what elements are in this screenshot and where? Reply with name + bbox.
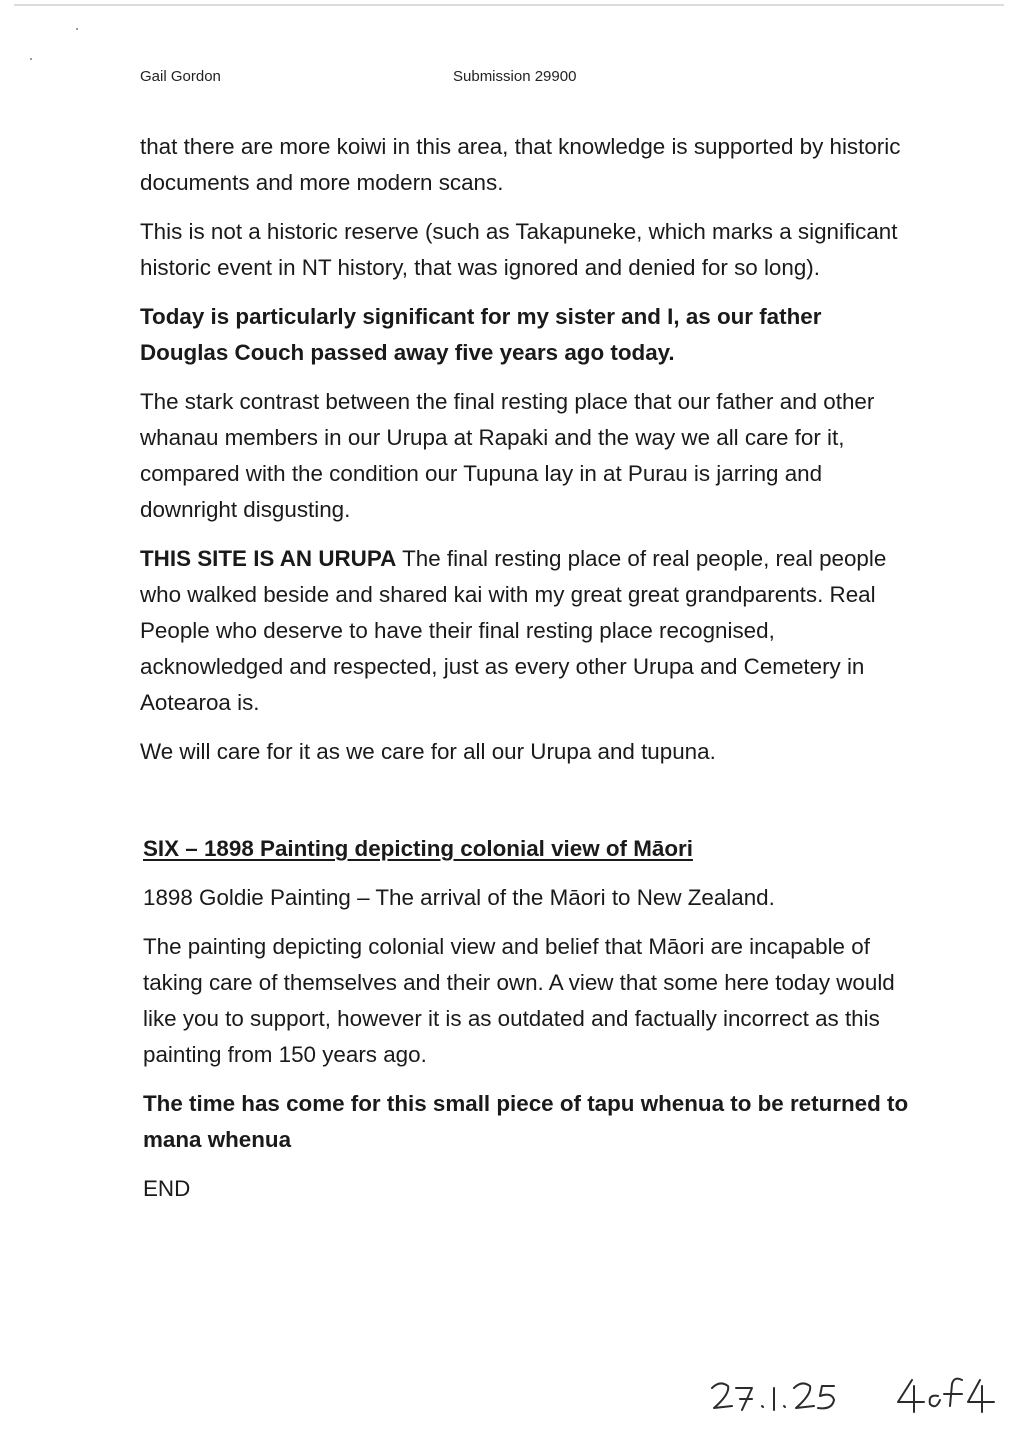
paragraph-historic-reserve: This is not a historic reserve (such as Takapuneke, which marks a significant historic event in NT history, that was ignored and denied for so long).	[140, 219, 898, 280]
handwritten-page-count	[890, 1366, 1000, 1422]
urupa-lead-text: THIS SITE IS AN URUPA	[140, 546, 397, 571]
header-submission-number: Submission 29900	[453, 68, 577, 85]
scan-top-edge	[14, 4, 1004, 6]
paragraph-stark-contrast: The stark contrast between the final resting place that our father and other whanau members in our Urupa at Rapaki and the way we all care for it, compared with the condition our Tupuna lay in at Purau is jarring and downright disgusting.	[140, 389, 875, 522]
scan-speck	[76, 28, 78, 30]
document-end-marker: END	[143, 1176, 191, 1201]
page-header	[140, 68, 900, 88]
paragraph-koiwi: that there are more koiwi in this area, that knowledge is supported by historic documents and more modern scans.	[140, 134, 901, 195]
scan-speck	[30, 58, 32, 60]
handwritten-date-strokes	[700, 1366, 840, 1422]
section-six-caption: 1898 Goldie Painting – The arrival of the Māori to New Zealand.	[143, 885, 775, 910]
paragraph-father-anniversary: Today is particularly significant for my sister and I, as our father Douglas Couch passed away five years ago today.	[140, 304, 822, 365]
handwritten-page-strokes	[890, 1366, 1000, 1422]
header-author: Gail Gordon	[140, 68, 221, 85]
urupa-body-text: The final resting place of real people, real people who walked beside and shared kai with my great great grandparents. Real People who deserve to have their final resting place recognised, acknowledged and respected, just as every other Urupa and Cemetery in Aotearoa is.	[140, 546, 887, 715]
paragraph-urupa	[140, 541, 912, 721]
section-six-body: The painting depicting colonial view and belief that Māori are incapable of taking care of themselves and their own. A view that some here today would like you to support, however it is as outdated and factually incorrect as this painting from 150 years ago.	[143, 934, 895, 1067]
section-six-heading: SIX – 1898 Painting depicting colonial view of Māori	[143, 836, 693, 861]
section-six-closing: The time has come for this small piece of tapu whenua to be returned to mana whenua	[143, 1091, 909, 1152]
document-body	[140, 129, 912, 1220]
paragraph-care: We will care for it as we care for all our Urupa and tupuna.	[140, 739, 716, 764]
handwritten-date	[700, 1366, 840, 1422]
